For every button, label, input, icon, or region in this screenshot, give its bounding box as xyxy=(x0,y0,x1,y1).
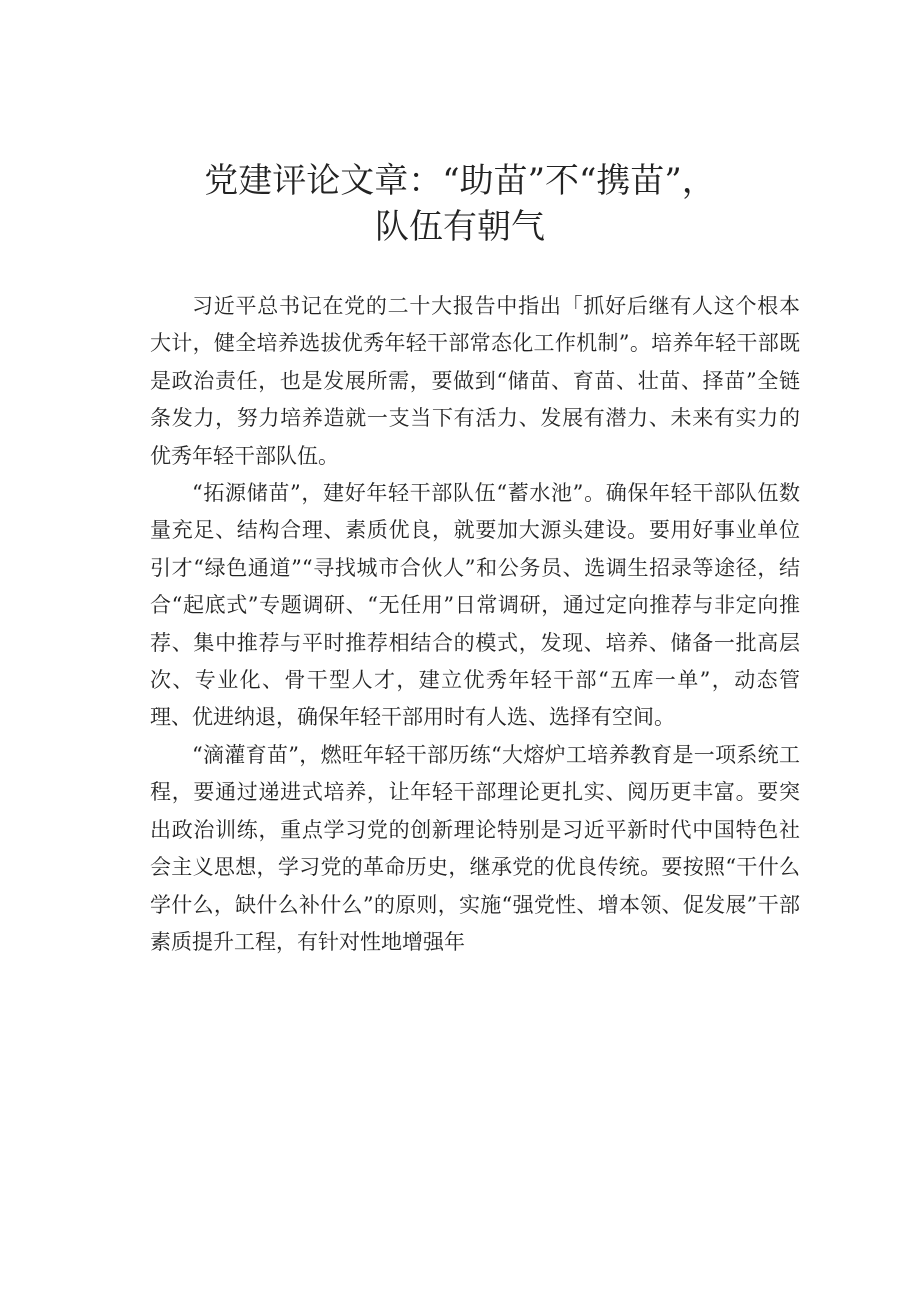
document-title xyxy=(120,158,800,250)
title-line-2: 队伍有朝气 xyxy=(375,207,545,247)
paragraph-3: “滴灌育苗”，燃旺年轻干部历练“大熔炉工培养教育是一项系统工程，要通过递进式培养，让年轻干部理论更扎实、阅历更丰富。要突出政治训练，重点学习党的创新理论特别是习近平新时代中国特色社会主义思想，学习党的革命历史，继承党的优良传统。要按照“干什么学什么，缺什么补什么”的原则，实施“强党性、增本领、促发展”干部素质提升工程，有针对性地增强年 xyxy=(150,742,800,954)
paragraph-2: “拓源储苗”，建好年轻干部队伍“蓄水池”。确保年轻干部队伍数量充足、结构合理、素质优良，就要加大源头建设。要用好事业单位引才“绿色通道”“寻找城市合伙人”和公务员、选调生招录等途径，结合“起底式”专题调研、“无任用”日常调研，通过定向推荐与非定向推荐、集中推荐与平时推荐相结合的模式，发现、培养、储备一批高层次、专业化、骨干型人才，建立优秀年轻干部“五库一单”，动态管理、优进纳退，确保年轻干部用时有人选、选择有空间。 xyxy=(150,481,800,730)
paragraph-1: 习近平总书记在党的二十大报告中指出「抓好后继有人这个根本大计，健全培养选拔优秀年轻干部常态化工作机制”。培养年轻干部既是政治责任，也是发展所需，要做到“储苗、育苗、壮苗、择苗”全链条发力，努力培养造就一支当下有活力、发展有潜力、未来有实力的优秀年轻干部队伍。 xyxy=(150,294,800,468)
title-line-1: 党建评论文章：“助苗”不“携苗”， xyxy=(204,161,716,201)
document-body xyxy=(150,288,800,961)
